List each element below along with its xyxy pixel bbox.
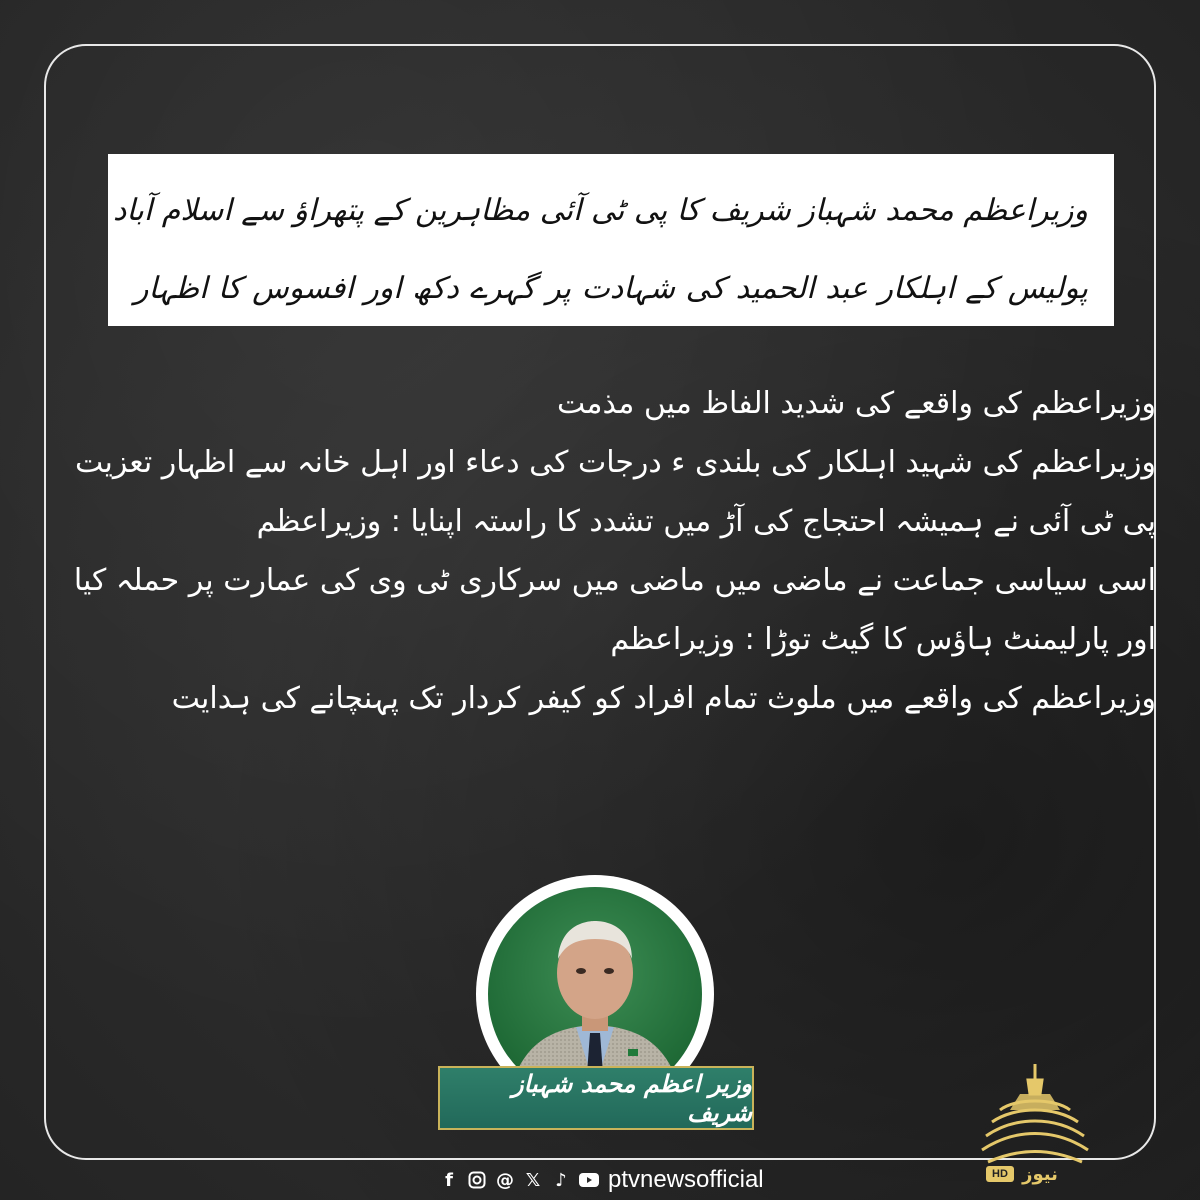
social-bar [438,1160,778,1200]
point-1: وزیراعظم کی واقعے کی شدید الفاظ میں مذمت [556,386,1156,421]
logo-text: نیوز [1022,1164,1058,1185]
point-3: پی ٹی آئی نے ہمیشہ احتجاج کی آڑ میں تشدد کا راستہ اپنایا : وزیراعظم [256,504,1156,539]
headline-line-1: وزیراعظم محمد شہباز شریف کا پی ٹی آئی مظاہرین کے پتھراؤ سے اسلام آباد [113,193,1088,228]
tiktok-icon[interactable]: ♪ [555,1169,567,1191]
nameplate-text: وزیر اعظم محمد شہباز شریف [512,1069,752,1127]
point-4: اسی سیاسی جماعت نے ماضی میں ماضی میں سرکاری ٹی وی کی عمارت پر حملہ کیا [73,563,1156,598]
hd-badge: HD [986,1166,1014,1182]
instagram-icon[interactable] [466,1169,488,1191]
youtube-icon[interactable] [578,1169,600,1191]
point-5: اور پارلیمنٹ ہاؤس کا گیٹ توڑا : وزیراعظم [610,622,1156,657]
headline-line-2: پولیس کے اہلکار عبد الحمید کی شہادت پر گہرے دکھ اور افسوس کا اظہار [134,271,1088,306]
x-icon[interactable]: 𝕏 [525,1169,541,1191]
bullet-points [56,374,1156,728]
nameplate [438,1066,754,1130]
threads-icon[interactable]: @ [496,1169,514,1191]
social-handle[interactable]: ptvnewsofficial [608,1166,764,1193]
headline-box [108,154,1114,326]
facebook-icon[interactable]: f [445,1169,453,1191]
point-2: وزیراعظم کی شہید اہلکار کی بلندی ء درجات کی دعاء اور اہل خانہ سے اظہار تعزیت [75,445,1156,480]
point-6: وزیراعظم کی واقعے میں ملوث تمام افراد کو کیفر کردار تک پہنچانے کی ہدایت [171,681,1156,716]
